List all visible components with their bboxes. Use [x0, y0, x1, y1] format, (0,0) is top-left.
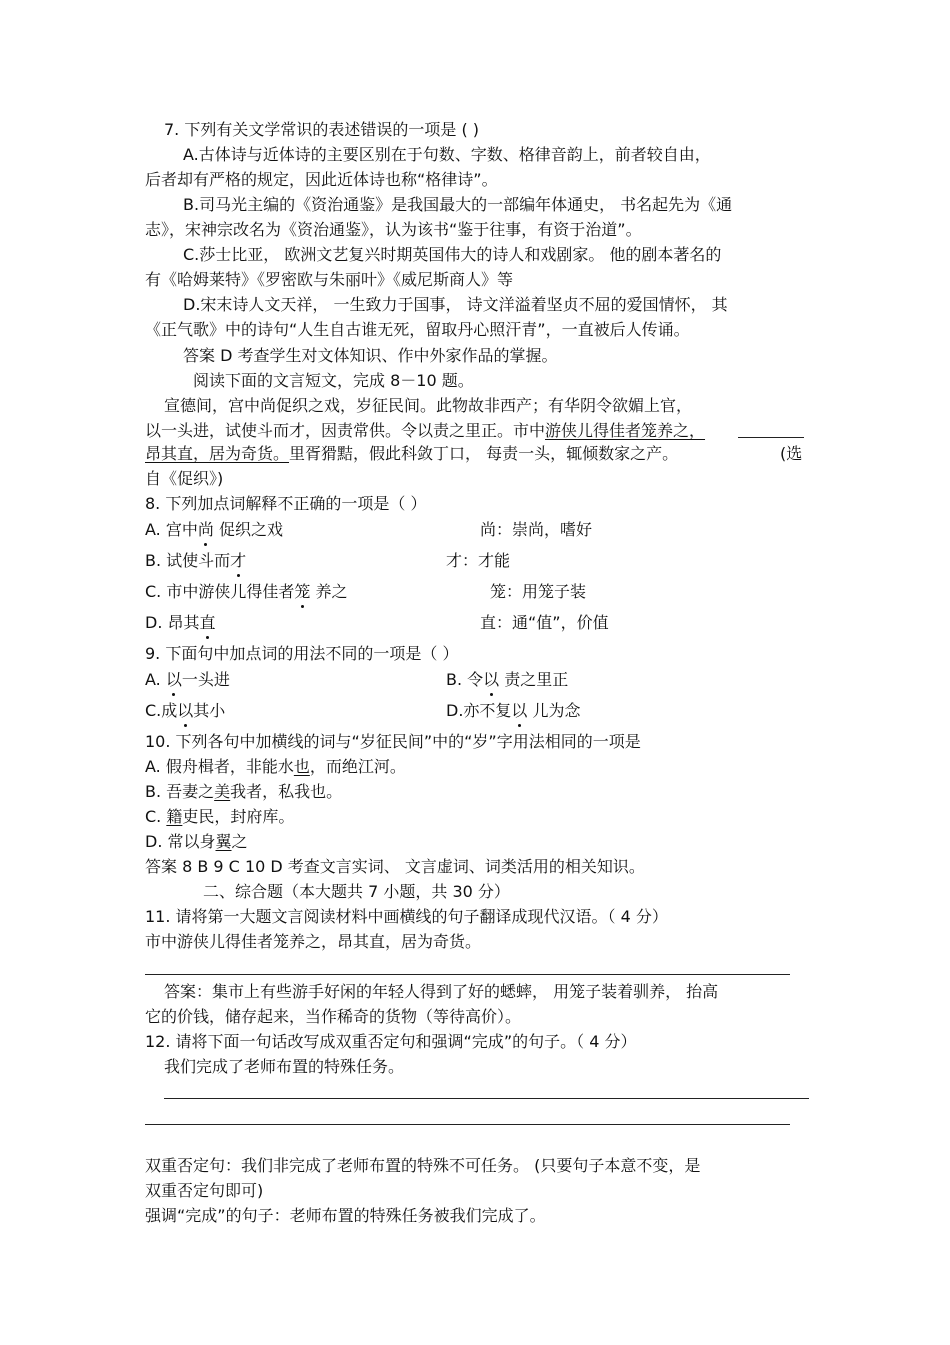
q11-sentence: 市中游侠儿得佳者笼养之，昂其直，居为奇货。	[145, 932, 482, 951]
q8-gloss-a: 尚：崇尚，嗜好	[480, 520, 593, 539]
q7-answer: 答案 D 考查学生对文体知识、作中外家作品的掌握。	[183, 346, 558, 365]
q8-10-answer: 答案 8 B 9 C 10 D 考查文言实词、 文言虚词、词类活用的相关知识。	[145, 857, 645, 876]
q11-answer-line1: 答案：集市上有些游手好闲的年轻人得到了好的蟋蟀， 用笼子装着驯养， 抬高	[164, 982, 719, 1001]
passage-line1: 宣德间，宫中尚促织之戏，岁征民间。此物故非西产；有华阴令欲媚上官，	[164, 396, 693, 415]
underlined-word: 美	[214, 782, 231, 801]
dotted-word: 以	[177, 701, 194, 720]
dotted-word: 才	[230, 551, 247, 570]
q9-option-b: B. 令以 责之里正	[446, 670, 569, 689]
q9-stem: 9. 下面句中加点词的用法不同的一项是（ ）	[145, 644, 459, 663]
q10-option-d: D. 常以身翼之	[145, 832, 248, 851]
q9-option-a: A. 以一头进	[145, 670, 230, 689]
dotted-word: 以	[511, 701, 528, 720]
dotted-word: 笼	[294, 582, 311, 601]
q8-option-b: B. 试使斗而才	[145, 551, 247, 570]
q10-option-a: A. 假舟楫者，非能水也，而绝江河。	[145, 757, 406, 776]
passage-underlined-part2: 昂其直，居为奇货。	[145, 444, 290, 463]
q7-option-d-line2: 《正气歌》中的诗句“人生自古谁无死，留取丹心照汗青”，一直被后人传诵。	[145, 320, 690, 339]
passage-line2	[145, 421, 705, 441]
passage-line3-plain: 里胥猾黠，假此科敛丁口， 每责一头，辄倾数家之产。	[289, 444, 679, 463]
q12-answer-emphasis: 强调“完成”的句子：老师布置的特殊任务被我们完成了。	[145, 1206, 546, 1225]
q12-sentence: 我们完成了老师布置的特殊任务。	[164, 1057, 405, 1076]
q10-stem: 10. 下列各句中加横线的词与“岁征民间”中的“岁”字用法相同的一项是	[145, 732, 641, 751]
q10-option-b: B. 吾妻之美我者，私我也。	[145, 782, 343, 801]
q7-option-b-line2: 志》，宋神宗改名为《资治通鉴》，认为该书“鉴于往事，有资于治道”。	[145, 220, 642, 239]
q8-gloss-c: 笼：用笼子装	[490, 582, 587, 601]
q7-option-a-line2: 后者却有严格的规定，因此近体诗也称“格律诗”。	[145, 170, 498, 189]
q8-gloss-b: 才：才能	[446, 551, 511, 570]
q7-stem: 7. 下列有关文学常识的表述错误的一项是 ( )	[164, 120, 480, 139]
passage-line3	[145, 444, 678, 464]
q9-option-c: C.成以其小	[145, 701, 226, 720]
q12-answer-line1	[164, 1098, 809, 1099]
q11-answer-line	[145, 974, 790, 975]
passage-source: 自《促织》)	[145, 469, 224, 488]
q10-option-c: C. 籍吏民，封府库。	[145, 807, 295, 826]
q8-stem: 8. 下列加点词解释不正确的一项是（ ）	[145, 494, 427, 513]
q8-option-a: A. 宫中尚 促织之戏	[145, 520, 283, 539]
dotted-word: 以	[483, 670, 500, 689]
q12-answer-line2	[145, 1124, 790, 1125]
q8-option-c: C. 市中游侠儿得佳者笼 养之	[145, 582, 348, 601]
q12-stem: 12. 请将下面一句话改写成双重否定句和强调“完成”的句子。（ 4 分）	[145, 1032, 637, 1051]
q7-option-c-line2: 有《哈姆莱特》《罗密欧与朱丽叶》《威尼斯商人》等	[145, 270, 514, 289]
passage-underlined-part1: 游侠儿得佳者笼养之，	[545, 421, 706, 440]
q7-option-b-line1: B.司马光主编的《资治通鉴》是我国最大的一部编年体通史， 书名起先为《通	[183, 195, 733, 214]
q7-option-d-line1: D.宋末诗人文天祥， 一生致力于国事， 诗文洋溢着坚贞不屈的爱国情怀， 其	[183, 295, 728, 314]
underlined-word: 也	[293, 757, 310, 776]
q11-stem: 11. 请将第一大题文言阅读材料中画横线的句子翻译成现代汉语。（ 4 分）	[145, 907, 668, 926]
q7-option-c-line1: C.莎士比亚， 欧洲文艺复兴时期英国伟大的诗人和戏剧家。 他的剧本著名的	[183, 245, 722, 264]
dotted-word: 直	[199, 613, 216, 632]
q11-answer-line2: 它的价钱，储存起来，当作稀奇的货物（等待高价）。	[145, 1007, 522, 1026]
underlined-word: 籍	[166, 807, 183, 826]
dotted-word: 尚	[197, 520, 214, 539]
q9-option-d: D.亦不复以 儿为念	[446, 701, 581, 720]
passage-line2-plain: 以一头进，试使斗而才，因责常供。令以责之里正。市中	[145, 421, 546, 440]
section-2-title: 二、综合题（本大题共 7 小题，共 30 分）	[203, 882, 510, 901]
passage-source-open: (选	[780, 444, 803, 463]
q7-option-a-line1: A.古体诗与近体诗的主要区别在于句数、字数、格律音韵上，前者较自由，	[183, 145, 711, 164]
q12-answer-double-negative: 双重否定句：我们非完成了老师布置的特殊不可任务。 (只要句子本意不变，是	[145, 1156, 701, 1175]
q8-gloss-d: 直：通“值”，价值	[480, 613, 609, 632]
reading-intro: 阅读下面的文言短文，完成 8－10 题。	[193, 371, 474, 390]
dotted-word: 以	[165, 670, 182, 689]
q8-option-d: D. 昂其直	[145, 613, 216, 632]
underline-extension	[738, 437, 804, 438]
underlined-word: 翼	[215, 832, 232, 851]
q12-answer-double-negative-note: 双重否定句即可)	[145, 1181, 264, 1200]
